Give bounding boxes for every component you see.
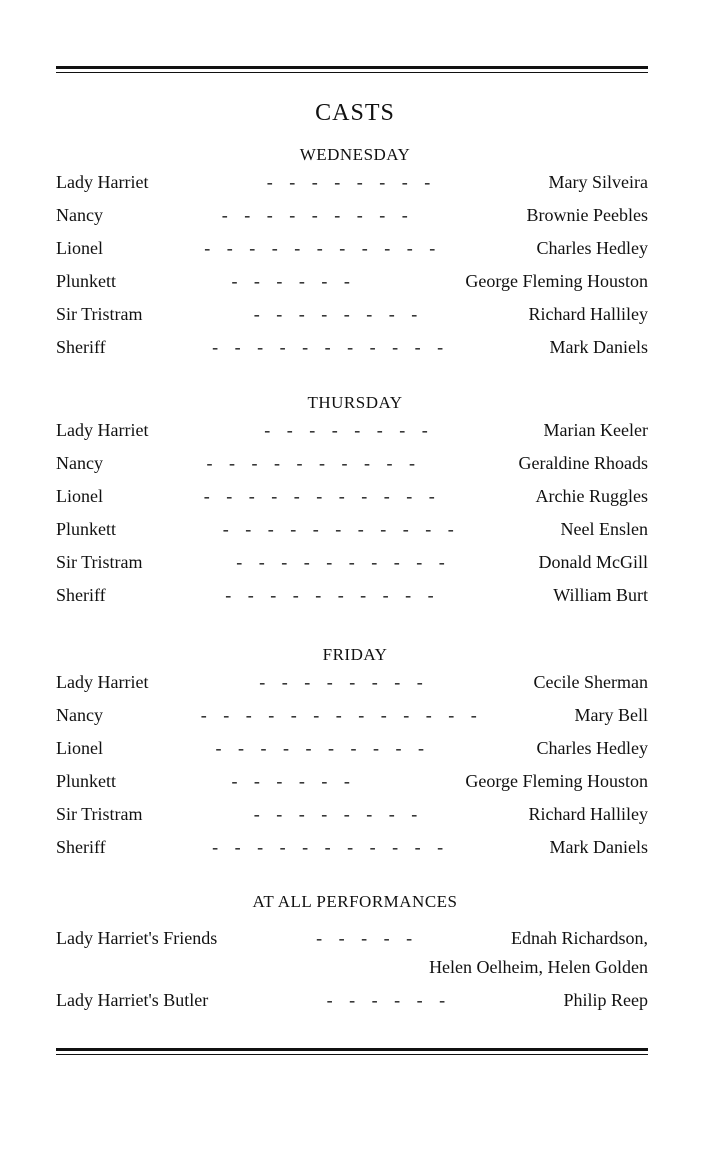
actor-name: Charles Hedley [536,238,648,258]
role-name: Sheriff [56,585,106,605]
actor-name: Mary Bell [574,705,648,725]
role-name: Lady Harriet's Friends [56,928,218,948]
dash-leader: - - - - - - - - [253,804,418,824]
dash-leader: - - - - - - - - [266,172,431,192]
cast-row [56,420,648,444]
dash-leader: - - - - - - - - - [221,205,408,225]
role-name: Sir Tristram [56,804,143,824]
actor-name: Mark Daniels [549,337,648,357]
dash-leader: - - - - - - - - - - - - - [200,705,477,725]
role-name: Lady Harriet's Butler [56,990,209,1010]
dash-leader: - - - - - - - - - - [236,552,445,572]
dash-leader: - - - - - - - - [253,304,418,324]
cast-row [56,837,648,861]
cast-row [56,519,648,543]
dash-leader: - - - - - - - - - - [225,585,434,605]
dash-leader: - - - - - - [231,771,350,791]
cast-row [56,304,648,328]
role-name: Lionel [56,486,103,506]
cast-row [56,271,648,295]
dash-leader: - - - - - - - - - - [215,738,424,758]
cast-row-butler [56,990,648,1014]
section-heading-all-performances: AT ALL PERFORMANCES [252,892,458,911]
role-name: Lionel [56,238,103,258]
actor-name: Donald McGill [538,552,648,572]
actor-name: George Fleming Houston [465,271,648,291]
actor-name: Richard Halliley [528,804,648,824]
cast-row [56,585,648,609]
section-heading-friday: FRIDAY [322,645,388,664]
role-name: Nancy [56,205,103,225]
dash-leader: - - - - - - - - - - - [212,337,444,357]
dash-leader: - - - - - - - - - - - [212,837,444,857]
role-name: Nancy [56,705,103,725]
role-name: Plunkett [56,771,117,791]
cast-row [56,804,648,828]
cast-row [56,172,648,196]
cast-row [56,453,648,477]
role-name: Sheriff [56,837,106,857]
actor-name: William Burt [553,585,648,605]
dash-leader: - - - - - - - - - - - [203,486,435,506]
role-name: Lionel [56,738,103,758]
dash-leader: - - - - - - [231,271,350,291]
dash-leader: - - - - - - - - [259,672,423,692]
actor-name: Cecile Sherman [533,672,648,692]
cast-row [56,205,648,229]
role-name: Nancy [56,453,103,473]
actor-name-continuation: Helen Oelheim, Helen Golden [429,957,648,977]
actor-name: Ednah Richardson, [511,928,648,948]
cast-row [56,705,648,729]
actor-name: Mark Daniels [549,837,648,857]
dash-leader: - - - - - - - - - - - [222,519,454,539]
cast-row [56,738,648,762]
actor-name: Archie Ruggles [535,486,648,506]
page-title: CASTS [315,100,395,126]
actor-name: Mary Silveira [548,172,648,192]
bottom-double-rule [56,1048,648,1055]
cast-row [56,552,648,576]
dash-leader: - - - - - - - - [264,420,428,440]
cast-row [56,771,648,795]
actor-name: Richard Halliley [528,304,648,324]
role-name: Plunkett [56,271,117,291]
actor-name: George Fleming Houston [465,771,648,791]
cast-row [56,337,648,361]
cast-row [56,486,648,510]
dash-leader: - - - - - [316,928,413,948]
top-double-rule [56,66,648,73]
cast-row [56,238,648,262]
actor-name: Philip Reep [563,990,648,1010]
cast-row-friends [56,928,648,952]
dash-leader: - - - - - - - - - - - [204,238,436,258]
role-name: Sheriff [56,337,106,357]
actor-name: Brownie Peebles [526,205,648,225]
actor-name: Neel Enslen [560,519,648,539]
role-name: Lady Harriet [56,672,149,692]
cast-row [56,672,648,696]
dash-leader: - - - - - - - - - - [206,453,415,473]
dash-leader: - - - - - - [326,990,446,1010]
role-name: Sir Tristram [56,552,143,572]
actor-name: Geraldine Rhoads [518,453,648,473]
role-name: Lady Harriet [56,172,149,192]
role-name: Plunkett [56,519,117,539]
actor-name: Charles Hedley [536,738,648,758]
section-heading-thursday: THURSDAY [307,393,403,412]
actor-name: Marian Keeler [543,420,648,440]
role-name: Lady Harriet [56,420,149,440]
role-name: Sir Tristram [56,304,143,324]
section-heading-wednesday: WEDNESDAY [299,145,411,164]
